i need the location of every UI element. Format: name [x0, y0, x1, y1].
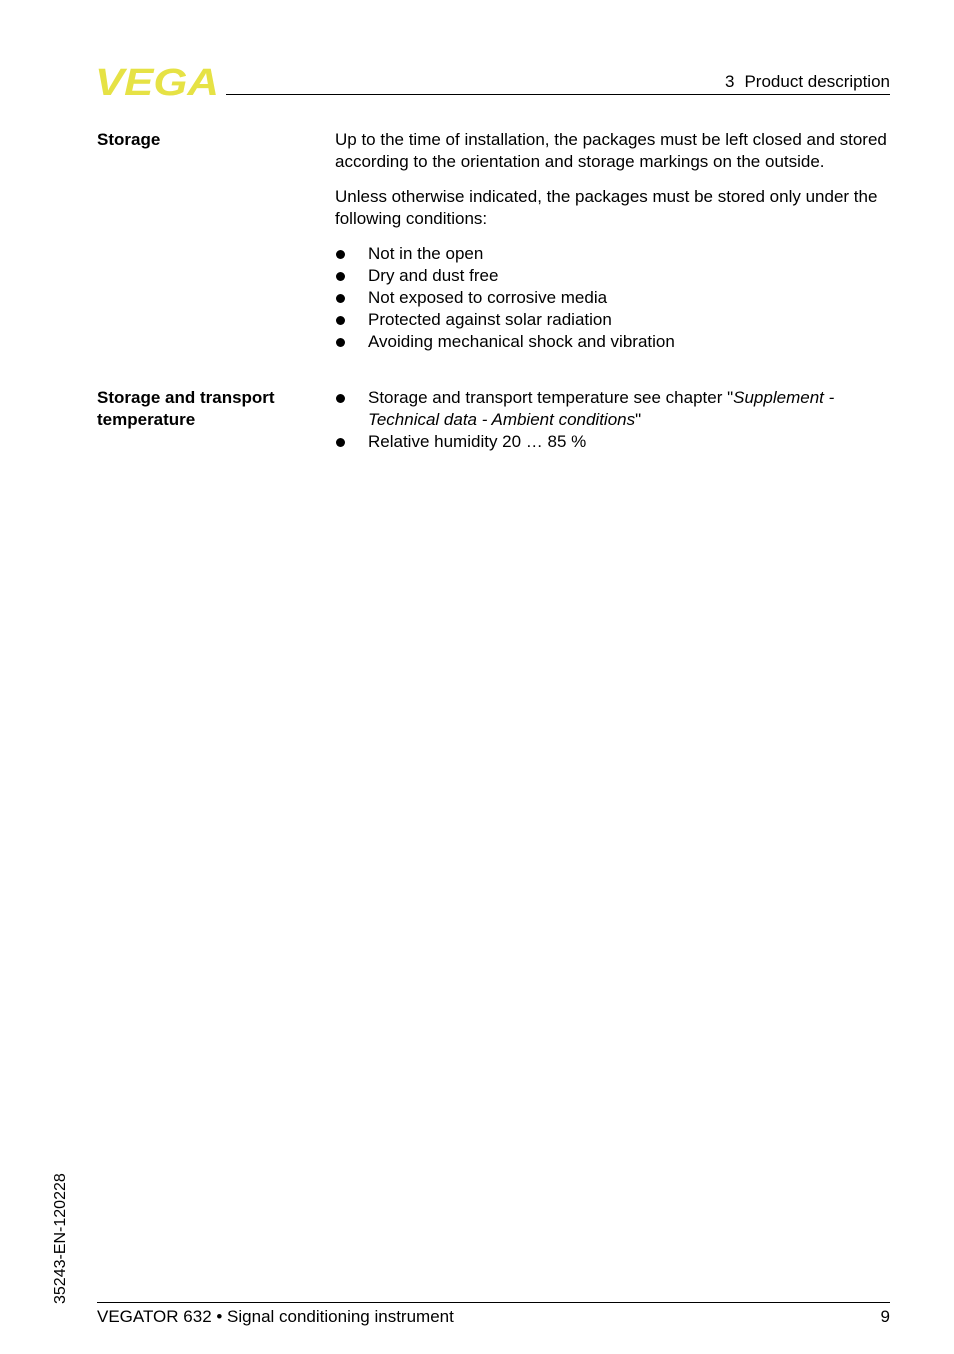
transport-body: [335, 387, 891, 453]
storage-conditions-list: [335, 243, 891, 353]
transport-label-line-2: temperature: [97, 410, 196, 429]
page-number: 9: [880, 1307, 890, 1326]
list-item: Relative humidity 20 … 85 %: [335, 431, 891, 453]
storage-paragraph-1: Up to the time of installation, the packages must be left closed and stored according to the orientation and storage markings on the outside.: [335, 130, 887, 171]
list-item: [335, 387, 891, 431]
quote-close: ": [635, 410, 642, 429]
list-item: Protected against solar radiation: [335, 309, 891, 331]
temperature-text: Storage and transport temperature see chapter ": [368, 388, 734, 407]
chapter-reference: Supplement - Technical data - Ambient conditions: [368, 388, 835, 429]
list-item: Not exposed to corrosive media: [335, 287, 891, 309]
list-item: Dry and dust free: [335, 265, 891, 287]
vega-logo: [95, 64, 221, 98]
chapter-heading: [725, 71, 890, 93]
storage-body: [335, 129, 891, 353]
header-rule: [226, 94, 890, 95]
footer-rule: [97, 1302, 890, 1303]
chapter-title: Product description: [744, 72, 890, 91]
transport-label-line-1: Storage and transport: [97, 388, 275, 407]
transport-list: [335, 387, 891, 453]
storage-paragraph-2: Unless otherwise indicated, the packages must be stored only under the following conditions:: [335, 187, 878, 228]
list-item: Avoiding mechanical shock and vibration: [335, 331, 891, 353]
document-code: 35243-EN-120228: [52, 1173, 69, 1304]
logo-text: VEGA: [95, 64, 219, 98]
footer-title: VEGATOR 632 • Signal conditioning instrument: [97, 1307, 454, 1326]
transport-temperature-label: [97, 387, 317, 431]
list-item: Not in the open: [335, 243, 891, 265]
storage-label: Storage: [97, 130, 161, 149]
chapter-number: 3: [725, 72, 735, 91]
